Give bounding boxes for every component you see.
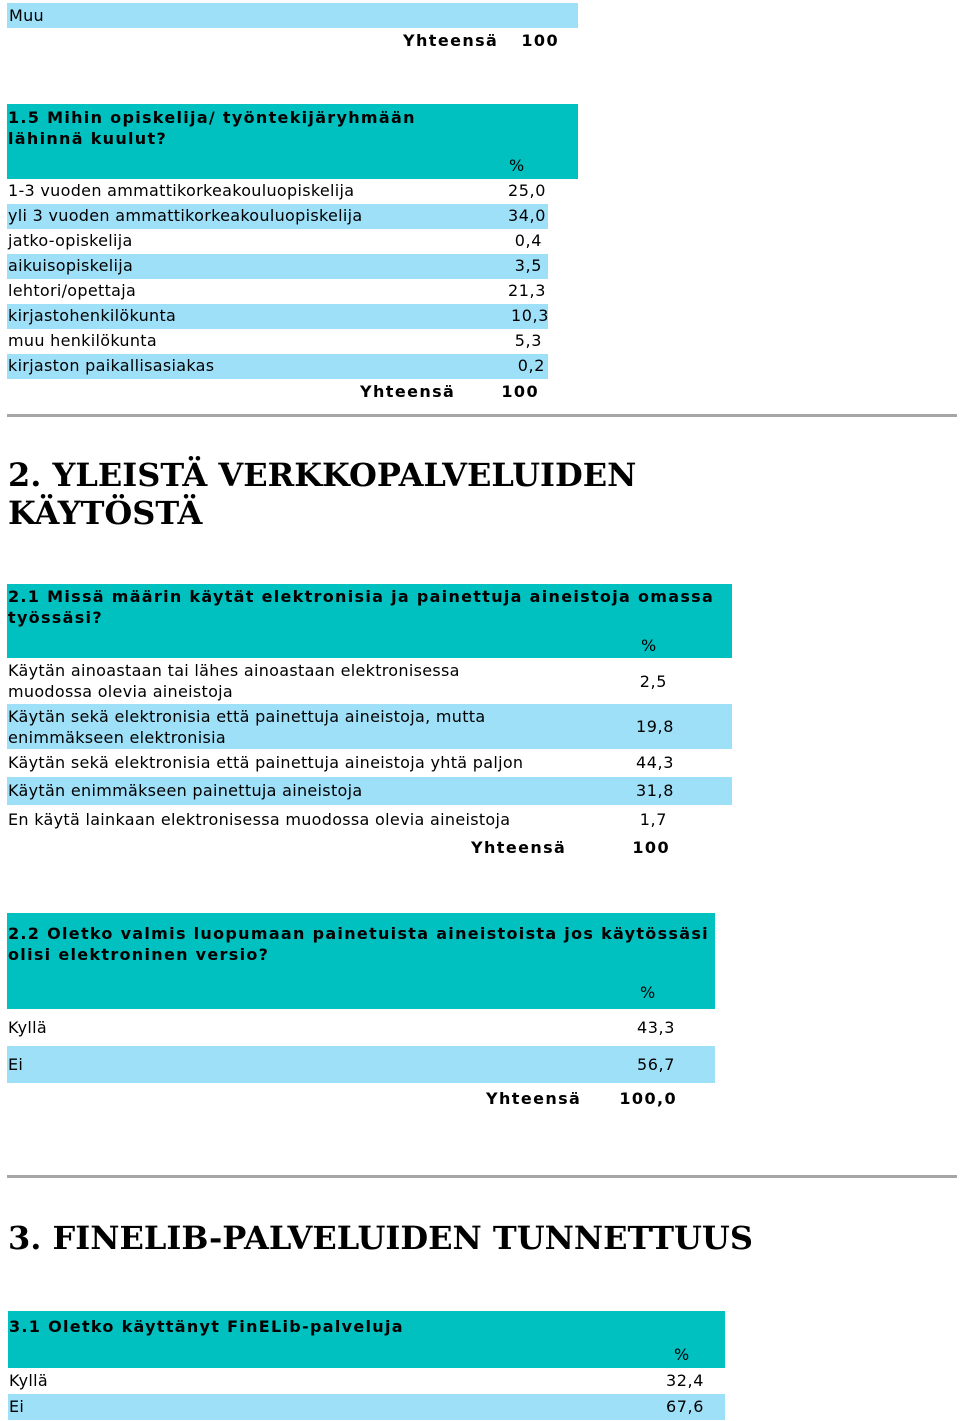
q3-1-row — [8, 1368, 725, 1394]
q2-2-header — [7, 913, 715, 1009]
row-label: Kyllä — [8, 1018, 47, 1037]
section-divider — [7, 1175, 957, 1178]
row-value: 3,5 — [514, 256, 542, 275]
row-value: 32,4 — [665, 1371, 704, 1390]
row-value: 43,3 — [636, 1018, 675, 1037]
row-label: yli 3 vuoden ammattikorkeakouluopiskelija — [8, 206, 363, 225]
q1-5-total-value: 100 — [501, 382, 539, 401]
q2-1-total-label: Yhteensä — [471, 838, 567, 857]
q2-2-question-line1: 2.2 Oletko valmis luopumaan painetuista aineistoista jos käytössäsi — [8, 924, 709, 943]
row-label-line1: Käytän sekä elektronisia että painettuja aineistoja, mutta — [8, 707, 486, 726]
row-label: jatko-opiskelija — [8, 231, 133, 250]
row-value: 19,8 — [635, 717, 674, 736]
q3-1-header — [8, 1311, 725, 1368]
q1-5-row — [7, 254, 548, 279]
q2-2-total-value: 100,0 — [619, 1089, 677, 1108]
q2-1-question — [8, 586, 714, 628]
row-value: 44,3 — [635, 753, 674, 772]
row-label: kirjaston paikallisasiakas — [8, 356, 215, 375]
row-label-line2: enimmäkseen elektronisia — [8, 728, 226, 747]
row-value: 1,7 — [639, 810, 667, 829]
section-2-title — [8, 456, 636, 532]
q1-5-row — [7, 354, 548, 379]
q2-1-row — [7, 704, 732, 749]
row-label: lehtori/opettaja — [8, 281, 137, 300]
row-value: 0,4 — [514, 231, 542, 250]
row-label: En käytä lainkaan elektronisessa muodossa olevia aineistoja — [8, 810, 511, 829]
muu-row — [7, 3, 578, 28]
row-label-line2: muodossa olevia aineistoja — [8, 682, 234, 701]
muu-label: Muu — [9, 6, 44, 25]
row-label: Kyllä — [9, 1371, 48, 1390]
q1-5-question: 1.5 Mihin opiskelija/ työntekijäryhmään lähinnä kuulut? — [8, 108, 416, 148]
section-2-title-line1: 2. YLEISTÄ VERKKOPALVELUIDEN — [8, 456, 637, 494]
q2-1-question-line2: työssäsi? — [8, 608, 103, 627]
row-value: 56,7 — [636, 1055, 675, 1074]
q2-1-row — [7, 749, 732, 777]
q2-2-pct-header: % — [640, 983, 656, 1002]
row-value: 5,3 — [514, 331, 542, 350]
row-value: 2,5 — [639, 672, 667, 691]
q2-2-row — [7, 1046, 715, 1083]
q2-2-row — [7, 1009, 715, 1046]
row-label: muu henkilökunta — [8, 331, 157, 350]
row-value: 10,3 — [510, 306, 549, 325]
row-label: Ei — [8, 1055, 24, 1074]
row-label: 1-3 vuoden ammattikorkeakouluopiskelija — [8, 181, 355, 200]
row-label: kirjastohenkilökunta — [8, 306, 177, 325]
row-value: 21,3 — [507, 281, 546, 300]
q1-5-header — [7, 104, 578, 179]
row-label — [8, 706, 485, 748]
muu-total-label: Yhteensä — [403, 31, 499, 50]
q2-2-question-line2: olisi elektroninen versio? — [8, 945, 270, 964]
row-label: Ei — [9, 1397, 25, 1416]
row-value: 0,2 — [517, 356, 545, 375]
q2-1-question-line1: 2.1 Missä määrin käytät elektronisia ja painettuja aineistoja omassa — [8, 587, 715, 606]
q3-1-row — [8, 1394, 725, 1420]
row-value: 67,6 — [665, 1397, 704, 1416]
section-3-title: 3. FINELIB-PALVELUIDEN TUNNETTUUS — [8, 1219, 753, 1257]
q2-1-header — [7, 584, 732, 658]
row-label: Käytän enimmäkseen painettuja aineistoja — [8, 781, 363, 800]
q1-5-row — [7, 179, 578, 204]
q1-5-row — [7, 229, 548, 254]
q3-1-pct-header: % — [674, 1345, 690, 1364]
q2-1-total-value: 100 — [632, 838, 670, 857]
q2-2-total-label: Yhteensä — [486, 1089, 582, 1108]
row-value: 31,8 — [635, 781, 674, 800]
row-label — [8, 660, 460, 702]
row-label-line1: Käytän ainoastaan tai lähes ainoastaan elektronisessa — [8, 661, 460, 680]
q2-1-row — [7, 805, 732, 833]
section-divider — [7, 414, 957, 417]
q2-1-pct-header: % — [641, 636, 657, 655]
muu-total-value: 100 — [521, 31, 559, 50]
q1-5-row — [7, 279, 548, 304]
q1-5-total-label: Yhteensä — [360, 382, 456, 401]
q2-2-question — [8, 923, 709, 965]
section-2-title-line2: KÄYTÖSTÄ — [8, 494, 203, 532]
q3-1-question: 3.1 Oletko käyttänyt FinELib-palveluja — [9, 1317, 404, 1336]
q1-5-row — [7, 329, 548, 354]
q2-1-row — [7, 658, 732, 704]
row-label: aikuisopiskelija — [8, 256, 134, 275]
q1-5-row — [7, 304, 548, 329]
q2-1-row — [7, 777, 732, 805]
row-label: Käytän sekä elektronisia että painettuja aineistoja yhtä paljon — [8, 753, 524, 772]
q1-5-row — [7, 204, 548, 229]
row-value: 25,0 — [507, 181, 546, 200]
row-value: 34,0 — [507, 206, 546, 225]
q1-5-pct-header: % — [509, 156, 525, 175]
